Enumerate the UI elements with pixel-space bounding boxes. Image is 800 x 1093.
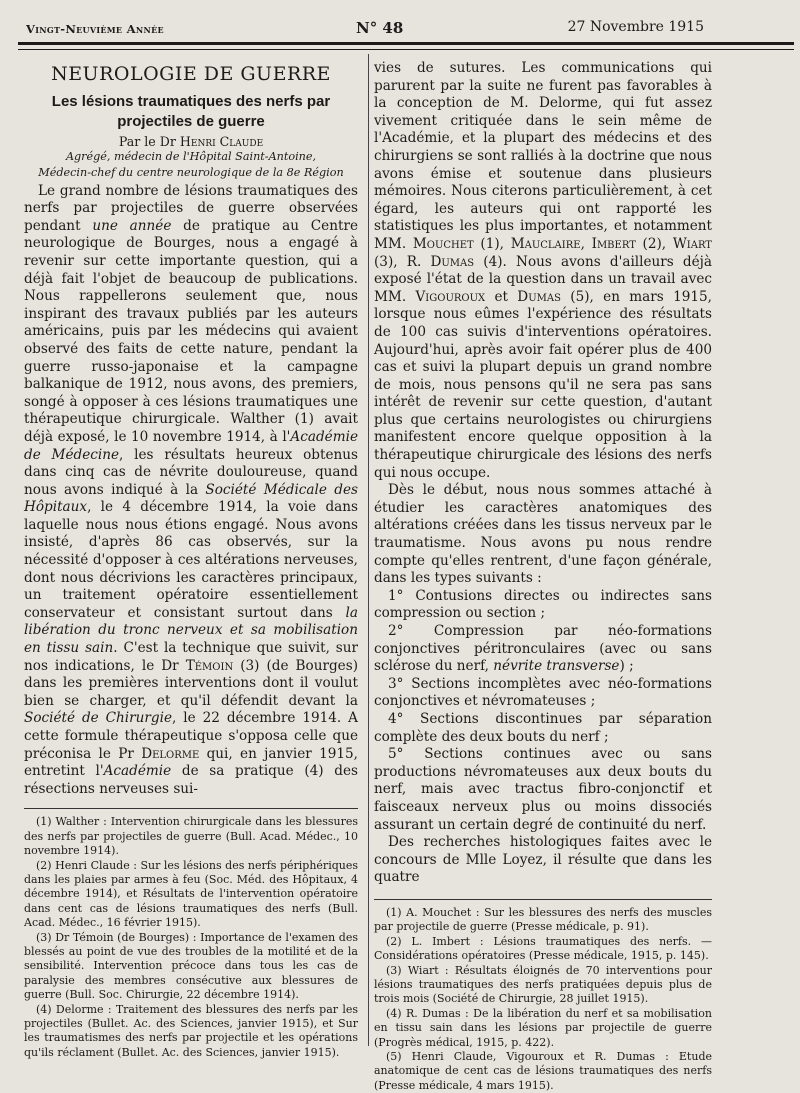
body-paragraph: Dès le début, nous nous sommes attaché à étudier les caractères anatomiques des altérations créées dans les tissus nerveux par le traumatisme. Nous avons pu nous rendre compte qu'elles rentrent, d'une façon générale, dans les types suivants : (374, 482, 712, 587)
affiliation-line-2: Médecin-chef du centre neurologique de la 8e Région (38, 166, 344, 180)
column-divider (368, 54, 369, 1046)
footnote-rule (24, 808, 358, 809)
header-issue-number: N° 48 (356, 19, 404, 37)
footnote-rule (374, 899, 712, 900)
byline (24, 134, 358, 150)
right-column (374, 60, 712, 1093)
section-title: NEUROLOGIE DE GUERRE (51, 63, 331, 85)
footnote: (2) Henri Claude : Sur les lésions des nerfs périphériques dans les plaies par armes à feu (Soc. Méd. des Hôpitaux, 4 décembre 1914), et Résultats de l'intervention opératoire dans cent cas de lésions traumatiques des nerfs (Bull. Acad. Médec., 16 février 1915). (24, 858, 358, 930)
header-thick-rule (18, 42, 794, 45)
footnote: (1) A. Mouchet : Sur les blessures des nerfs des muscles par projectile de guerre (Presse médicale, p. 91). (374, 905, 712, 934)
affiliation-line-1: Agrégé, médecin de l'Hôpital Saint-Antoine, (65, 149, 317, 163)
article-title: Les lésions traumatiques des nerfs par projectiles de guerre (51, 92, 331, 130)
list-item: 2° Compression par néo-formations conjonctives péritronculaires (avec ou sans sclérose du nerf, névrite transverse) ; (374, 623, 712, 675)
byline-prefix: Par le Dr (118, 133, 176, 149)
header-volume: Vingt-Neuvième Année (26, 22, 164, 36)
byline-author: Henri Claude (179, 133, 264, 149)
footnote: (4) R. Dumas : De la libération du nerf et sa mobilisation en tissu sain dans les lésions par projectile de guerre (Progrès médical, 1915, p. 422). (374, 1006, 712, 1049)
list-item: 4° Sections discontinues par séparation complète des deux bouts du nerf ; (374, 710, 712, 745)
footnote: (5) Henri Claude, Vigouroux et R. Dumas : Etude anatomique de cent cas de lésions traumatiques des nerfs (Presse médicale, 4 mars 1915). (374, 1049, 712, 1092)
body-paragraph: vies de sutures. Les communications qui parurent par la suite ne furent pas favorables à la conception de M. Delorme, qui fut assez vivement critiquée dans le sein même de l'Académie, et la plupart des médecins et des chirurgiens se sont ralliés à la doctrine que nous avons émise et soutenue dans plusieurs mémoires. Nous citerons particulièrement, à cet égard, les auteurs qui ont rapporté les statistiques les plus importantes, et notamment MM. Mouchet (1), Mauclaire, Imbert (2), Wiart (3), R. Dumas (4). Nous avons d'ailleurs déjà exposé l'état de la question dans un travail avec MM. Vigouroux et Dumas (5), en mars 1915, lorsque nous eûmes l'expérience des résultats de 100 cas suivis d'interventions opératoires. Aujourd'hui, après avoir fait opérer plus de 400 cas et suivi la plupart depuis un grand nombre de mois, nous pensons qu'il ne sera pas sans intérêt de revenir sur cette question, d'autant plus que certains neurologistes ou chirurgiens manifestent encore quelque opposition à la thérapeutique chirurgicale des lésions des nerfs qui nous occupe. (374, 60, 712, 481)
footnote: (4) Delorme : Traitement des blessures des nerfs par les projectiles (Bullet. Ac. des Sciences, janvier 1915), et Sur les traumatismes des nerfs par projectile et les opérations qu'ils réclament (Bullet. Ac. des Sciences, janvier 1915). (24, 1002, 358, 1059)
footnote: (2) L. Imbert : Lésions traumatiques des nerfs. — Considérations opératoires (Presse médicale, 1915, p. 145). (374, 934, 712, 963)
list-item: 3° Sections incomplètes avec néo-formations conjonctives et névromateuses ; (374, 675, 712, 710)
header-thin-rule (18, 49, 794, 50)
body-paragraph: Des recherches histologiques faites avec le concours de Mlle Loyez, il résulte que dans les quatre (374, 834, 712, 886)
left-column (24, 60, 358, 1060)
list-item: 1° Contusions directes ou indirectes sans compression ou section ; (374, 587, 712, 622)
body-paragraph: Le grand nombre de lésions traumatiques des nerfs par projectiles de guerre observées pendant une année de pratique au Centre neurologique de Bourges, nous a engagé à revenir sur cette importante question, qui a déjà fait l'objet de beaucoup de publications. Nous rappellerons seulement que, nous inspirant des travaux publiés par les auteurs américains, puis par les médecins qui avaient observé des faits de cette nature, pendant la guerre russo-japonaise et la campagne balkanique de 1912, nous avons, des premiers, songé à opposer à ces lésions traumatiques une thérapeutique chirurgicale. Walther (1) avait déjà exposé, le 10 novembre 1914, à l'Académie de Médecine, les résultats heureux obtenus dans cinq cas de névrite douloureuse, quand nous avons indiqué à la Société Médicale des Hôpitaux, le 4 décembre 1914, la voie dans laquelle nous nous étions engagé. Nous avons insisté, d'après 86 cas observés, sur la nécessité d'opposer à ces altérations nerveuses, dont nous décrivions les caractères principaux, un traitement opératoire essentiellement conservateur et consistant surtout dans la libération du tronc nerveux et sa mobilisation en tissu sain. C'est la technique que suivit, sur nos indications, le Dr Témoin (3) (de Bourges) dans les premières interventions dont il voulut bien se charger, et qu'il défendit devant la Société de Chirurgie, le 22 décembre 1914. A cette formule thérapeutique s'opposa celle que préconisa le Pr Delorme qui, en janvier 1915, entretint l'Académie de sa pratique (4) des résections nerveuses sui- (24, 182, 359, 797)
footnote: (3) Dr Témoin (de Bourges) : Importance de l'examen des blessés au point de vue des troubles de la motilité et de la sensibilité. Intervention précoce dans tous les cas de paralysie des membres consécutive aux blessures de guerre (Bull. Soc. Chirurgie, 22 décembre 1914). (24, 930, 358, 1002)
header-date: 27 Novembre 1915 (567, 19, 704, 35)
footnote: (3) Wiart : Résultats éloignés de 70 interventions pour lésions traumatiques des nerfs pratiquées depuis plus de trois mois (Société de Chirurgie, 28 juillet 1915). (374, 963, 712, 1006)
list-item: 5° Sections continues avec ou sans productions névromateuses aux deux bouts du nerf, mais avec tractus fibro-conjonctif et faisceaux nerveux plus ou moins dissociés assurant un certain degré de continuité du nerf. (374, 746, 712, 833)
footnote: (1) Walther : Intervention chirurgicale dans les blessures des nerfs par projectiles de guerre (Bull. Acad. Médec., 10 novembre 1914). (24, 815, 358, 858)
